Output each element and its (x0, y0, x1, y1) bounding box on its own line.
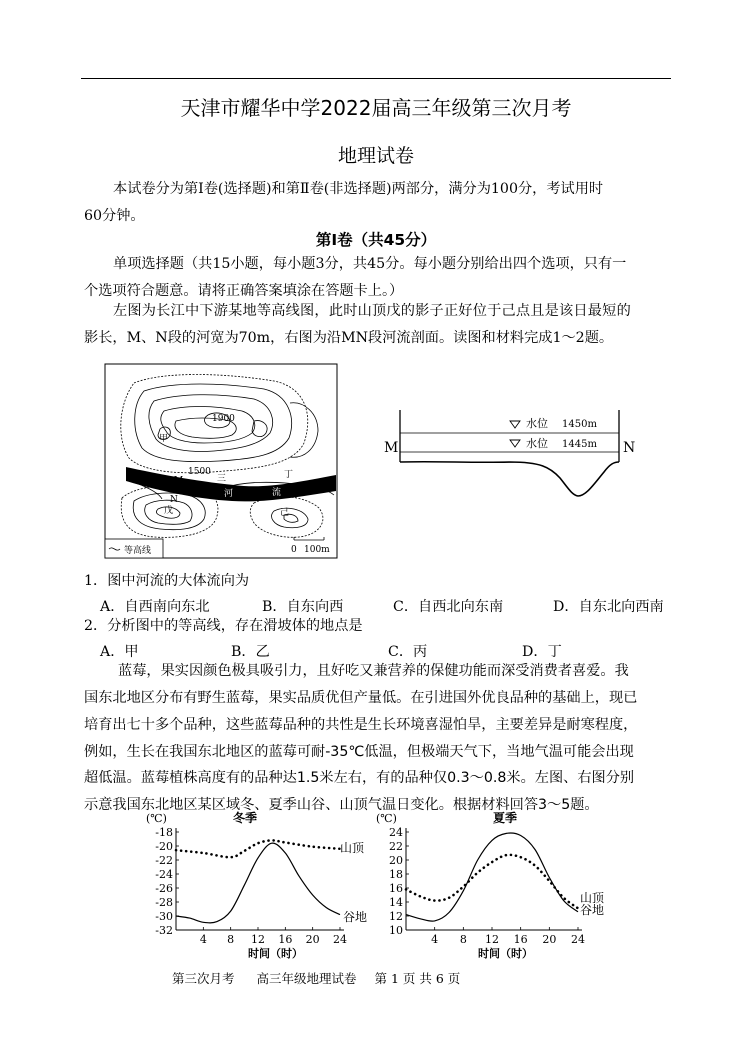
question-2-option-b[interactable]: B．乙 (231, 644, 270, 660)
summer-xlabel: 时间（时） (478, 947, 533, 960)
label-ji: 己 (280, 508, 290, 518)
water-level-2-value: 1445m (562, 439, 597, 450)
x-tick-label: 4 (199, 933, 207, 946)
series-line-valley (176, 843, 340, 923)
y-tick-label: -18 (155, 826, 173, 839)
intro-line-2: 60分钟。 (84, 208, 145, 224)
x-tick-label: 20 (305, 933, 320, 946)
footer-page: 第 1 页 共 6 页 (374, 971, 461, 986)
label-m: M (174, 476, 184, 486)
label-sanj: 三 (217, 474, 227, 484)
footer-grade: 高三年级地理试卷 (256, 971, 357, 986)
y-tick-label: -20 (155, 840, 173, 853)
water-level-1-label: 水位 (526, 417, 548, 430)
series-label-valley: 谷地 (343, 910, 368, 924)
x-tick-label: 8 (227, 933, 235, 946)
top-rule (81, 78, 671, 79)
section-title: 第Ⅰ卷（共45分） (315, 231, 437, 249)
y-tick-label: 20 (389, 854, 403, 867)
material2-line-4: 例如，生长在我国东北地区的蓝莓可耐-35℃低温，但极端天气下，当地气温可能会出现 (84, 744, 634, 760)
material1-line-2: 影长，M、N段的河宽为70m，右图为沿MN段河流剖面。读图和材料完成1～2题。 (84, 330, 614, 346)
y-tick-label: -30 (155, 910, 173, 923)
winter-xlabel: 时间（时） (248, 947, 303, 960)
summer-temperature-chart (368, 808, 618, 960)
water-level-2-symbol (510, 440, 520, 447)
series-label-valley: 谷地 (580, 903, 605, 917)
material2-line-1: 蓝莓，果实因颜色极具吸引力，且好吃又兼营养的保健功能而深受消费者喜爱。我 (118, 663, 629, 679)
instruction-line-2: 个选项符合题意。请将正确答案填涂在答题卡上。） (84, 283, 404, 299)
label-ding: 丁 (284, 470, 294, 480)
y-tick-label: -24 (155, 868, 173, 881)
question-2-stem: 2．分析图中的等高线，存在滑坡体的地点是 (84, 618, 363, 634)
x-tick-label: 16 (278, 933, 293, 946)
scale-100m: 100m (304, 545, 330, 555)
series-line-valley (406, 833, 578, 921)
y-tick-label: -32 (155, 924, 173, 937)
question-1-stem: 1．图中河流的大体流向为 (84, 573, 250, 589)
label-river-2: 流 (272, 488, 282, 498)
y-tick-label: 10 (389, 924, 403, 937)
page-footer (172, 969, 460, 987)
y-tick-label: 12 (389, 910, 403, 923)
x-tick-label: 12 (485, 933, 499, 946)
y-tick-label: -26 (155, 882, 173, 895)
x-tick-label: 4 (431, 933, 439, 946)
y-tick-label: 14 (389, 896, 403, 909)
label-jia: 甲 (159, 434, 169, 444)
question-1-option-a[interactable]: A．自西南向东北 (100, 599, 210, 615)
scale-zero: 0 (291, 545, 297, 555)
x-tick-label: 8 (459, 933, 467, 946)
label-1500: 1500 (188, 467, 211, 477)
label-river-1: 河 (224, 489, 234, 499)
winter-temperature-chart (138, 808, 368, 960)
summer-title: 夏季 (493, 811, 518, 825)
material1-line-1: 左图为长江中下游某地等高线图，此时山顶戊的影子正好位于己点且是该日最短的 (113, 303, 631, 319)
x-tick-label: 20 (542, 933, 557, 946)
contour-lines (121, 375, 334, 538)
water-level-2-label: 水位 (526, 437, 548, 450)
y-tick-label: -22 (155, 854, 173, 867)
label-wu: 戊 (164, 506, 174, 516)
profile-label-m: M (384, 440, 399, 456)
question-1-option-c[interactable]: C．自西北向东南 (393, 599, 504, 615)
river-profile (380, 400, 640, 505)
x-tick-label: 16 (513, 933, 528, 946)
summer-ylabel: (℃) (376, 812, 397, 825)
material2-line-6: 示意我国东北地区某区域冬、夏季山谷、山顶气温日变化。根据材料回答3～5题。 (84, 797, 599, 813)
exam-title: 天津市耀华中学2022届高三年级第三次月考 (180, 96, 572, 120)
winter-title: 冬季 (233, 811, 258, 825)
subject-title: 地理试卷 (337, 145, 414, 167)
water-level-1-value: 1450m (562, 419, 597, 430)
series-label-peak: 山顶 (580, 891, 605, 905)
y-tick-label: 24 (389, 826, 403, 839)
question-2-option-d[interactable]: D．丁 (522, 644, 562, 660)
x-tick-label: 24 (571, 933, 585, 946)
contour-map (104, 363, 338, 559)
footer-exam: 第三次月考 (172, 971, 235, 986)
y-tick-label: 16 (389, 882, 403, 895)
material2-line-3: 培育出七十多个品种，这些蓝莓品种的共性是生长环境喜湿怕旱，主要差异是耐寒程度， (84, 717, 638, 733)
water-level-1-symbol (510, 421, 520, 428)
y-tick-label: 22 (389, 840, 403, 853)
question-1-option-d[interactable]: D．自东北向西南 (553, 599, 664, 615)
y-tick-label: 18 (389, 868, 403, 881)
series-label-peak: 山顶 (340, 841, 365, 855)
label-1900: 1900 (212, 414, 235, 424)
x-tick-label: 24 (333, 933, 347, 946)
winter-ylabel: (℃) (146, 812, 167, 825)
legend-label: 等高线 (124, 546, 152, 556)
series-line-peak (176, 840, 340, 857)
x-tick-label: 12 (251, 933, 265, 946)
question-1-option-b[interactable]: B．自东向西 (262, 599, 344, 615)
y-tick-label: -28 (155, 896, 173, 909)
profile-label-n: N (623, 440, 636, 456)
riverbed-profile (400, 462, 619, 496)
question-2-option-a[interactable]: A．甲 (100, 644, 139, 660)
label-n: N (170, 495, 178, 505)
material2-line-5: 超低温。蓝莓植株高度有的品种达1.5米左右，有的品种仅0.3～0.8米。左图、右图分别 (84, 770, 635, 786)
instruction-line-1: 单项选择题（共15小题，每小题3分，共45分。每小题分别给出四个选项，只有一 (113, 256, 627, 272)
material2-line-2: 国东北地区分布有野生蓝莓，果实品质优但产量低。在引进国外优良品种的基础上，现已 (84, 690, 638, 706)
intro-line-1: 本试卷分为第Ⅰ卷(选择题)和第Ⅱ卷(非选择题)两部分，满分为100分，考试用时 (113, 181, 604, 197)
question-2-option-c[interactable]: C．丙 (388, 644, 428, 660)
